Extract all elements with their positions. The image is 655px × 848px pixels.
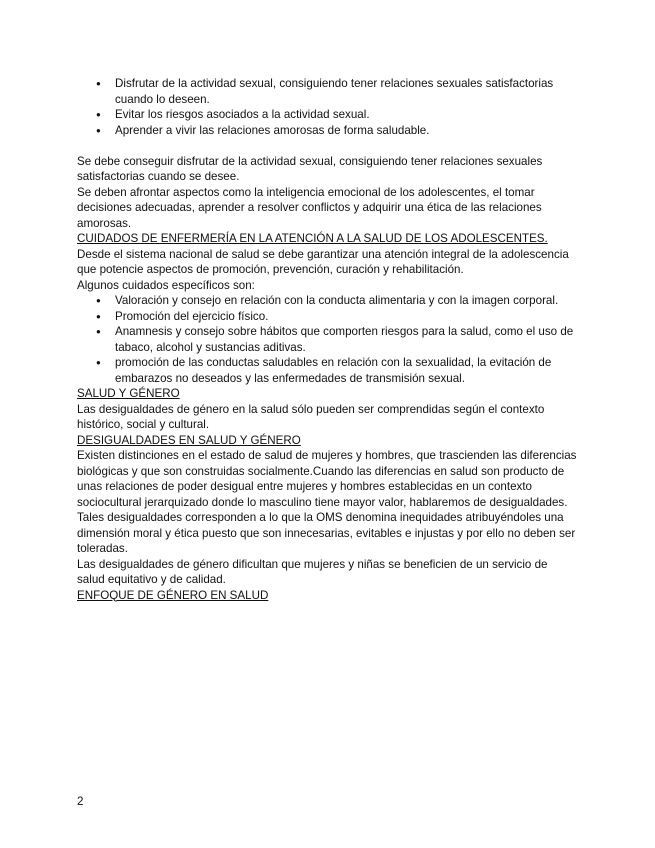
list-item: ● Valoración y consejo en relación con la conducta alimentaria y con la imagen corporal.	[77, 293, 577, 309]
list-item: ● Evitar los riesgos asociados a la actividad sexual.	[77, 107, 577, 123]
paragraph: Algunos cuidados específicos son:	[77, 278, 255, 292]
paragraph: Se deben afrontar aspectos como la inteligencia emocional de los adolescentes, el tomar decisiones adecuadas, aprender a resolver conflictos y adquirir una ética de las relaciones amorosas.	[77, 185, 542, 230]
list-item: ● Disfrutar de la actividad sexual, consiguiendo tener relaciones sexuales satisfactorias cuando lo deseen.	[77, 76, 577, 107]
list-item: ● Promoción del ejercicio físico.	[77, 309, 577, 325]
list-item: ● Anamnesis y consejo sobre hábitos que comporten riesgos para la salud, como el uso de tabaco, alcohol y sustancias aditivas.	[77, 324, 577, 355]
paragraph: Las desigualdades de género en la salud sólo pueden ser comprendidas según el contexto histórico, social y cultural.	[77, 402, 545, 431]
paragraph: Existen distinciones en el estado de salud de mujeres y hombres, que trascienden las diferencias biológicas y que son construidas socialmente.Cuando las diferencias en salud son producto de unas relaciones de poder desigual entre mujeres y hombres establecidas en un contexto sociocultural jerarquizado donde lo masculino tiene mayor valor, hablaremos de desigualdades. Tales desigualdades corresponden a lo que la OMS denomina inequidades atribuyéndoles una dimensión moral y ética puesto que son innecesarias, evitables e injustas y por ello no deben ser toleradas.	[77, 449, 577, 555]
section-heading: CUIDADOS DE ENFERMERÍA EN LA ATENCIÓN A LA SALUD DE LOS ADOLESCENTES.	[77, 232, 548, 245]
paragraph: Las desigualdades de género dificultan que mujeres y niñas se beneficien de un servicio de salud equitativo y de calidad.	[77, 557, 548, 586]
objectives-list	[77, 76, 577, 138]
list-item: ● Aprender a vivir las relaciones amorosas de forma saludable.	[77, 123, 577, 139]
paragraph: Se debe conseguir disfrutar de la actividad sexual, consiguiendo tener relaciones sexuales satisfactorias cuando se desee.	[77, 154, 543, 183]
spacer	[77, 138, 577, 154]
paragraph: Desde el sistema nacional de salud se debe garantizar una atención integral de la adolescencia que potencie aspectos de promoción, prevención, curación y rehabilitación.	[77, 247, 569, 276]
section-heading: SALUD Y GÉNERO	[77, 387, 180, 400]
list-item: ● promoción de las conductas saludables en relación con la sexualidad, la evitación de embarazos no deseados y las enfermedades de transmisión sexual.	[77, 355, 577, 386]
page-number: 2	[77, 795, 84, 808]
care-list	[77, 293, 577, 386]
section-heading: ENFOQUE DE GÉNERO EN SALUD	[77, 588, 269, 602]
document-page	[77, 76, 577, 603]
section-heading: DESIGUALDADES EN SALUD Y GÉNERO	[77, 433, 301, 447]
